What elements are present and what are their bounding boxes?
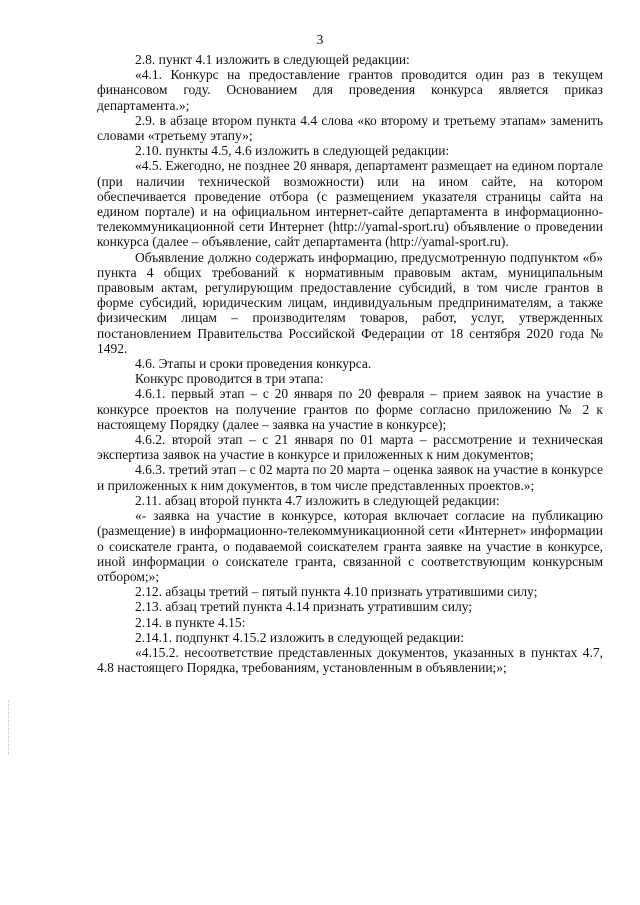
- paragraph: 4.6.3. третий этап – с 02 марта по 20 марта – оценка заявок на участие в конкурсе и приложенных к ним документов, в том числе представленных проектов.»;: [97, 462, 603, 493]
- paragraph: «4.5. Ежегодно, не позднее 20 января, департамент размещает на едином портале (при наличии технической возможности) или на ином сайте, на котором обеспечивается проведение отбора (с размещением указателя страницы сайта на едином портале) и на официальном интернет-сайте департамента в информационно-телекоммуникационной сети Интернет (http://yamal-sport.ru) объявление о проведении конкурса (далее – объявление, сайт департамента (http://yamal-sport.ru).: [97, 158, 603, 250]
- paragraph: 2.11. абзац второй пункта 4.7 изложить в следующей редакции:: [135, 492, 500, 508]
- scan-edge-mark: [8, 700, 10, 755]
- paragraph: «4.1. Конкурс на предоставление грантов проводится один раз в текущем финансовом году. Основанием для проведения конкурса является приказ департамента.»;: [97, 67, 603, 113]
- page-number: 3: [316, 32, 324, 47]
- paragraph: «4.15.2. несоответствие представленных документов, указанных в пунктах 4.7, 4.8 настоящего Порядка, требованиям, установленным в объявлении;»;: [97, 644, 603, 676]
- paragraph: 4.6.2. второй этап – с 21 января по 01 марта – рассмотрение и техническая экспертиза заявок на участие в конкурсе и приложенных к ним документов;: [97, 432, 603, 463]
- paragraph: 2.10. пункты 4.5, 4.6 изложить в следующей редакции:: [135, 143, 450, 159]
- paragraph: 2.14. в пункте 4.15:: [135, 614, 246, 630]
- paragraph: «- заявка на участие в конкурсе, которая включает согласие на публикацию (размещение) в информационно-телекоммуникационной сети «Интернет» информации о соискателе гранта, о подаваемой соискателем гранта заявке на участие в конкурсе, иной информации о соискателе гранта, связанной с соответствующим конкурсным отбором;»;: [97, 508, 603, 584]
- paragraph: 2.14.1. подпункт 4.15.2 изложить в следующей редакции:: [135, 629, 465, 645]
- paragraph: 4.6.1. первый этап – с 20 января по 20 февраля – прием заявок на участие в конкурсе проектов на получение грантов по форме согласно приложению № 2 к настоящему Порядку (далее – заявка на участие в конкурсе);: [97, 386, 603, 432]
- paragraph: 2.8. пункт 4.1 изложить в следующей редакции:: [135, 52, 410, 67]
- paragraph: Объявление должно содержать информацию, предусмотренную подпунктом «б» пункта 4 общих требований к нормативным правовым актам, муниципальным правовым актам, регулирующим предоставление субсидий, в том числе грантов в форме субсидий, юридическим лицам, индивидуальным предпринимателям, а также физическим лицам – производителям товаров, работ, услуг, утвержденных постановлением Правительства Российской Федерации от 18 сентября 2020 года № 1492.: [97, 249, 603, 356]
- paragraph: 2.13. абзац третий пункта 4.14 признать утратившим силу;: [135, 599, 473, 615]
- document-body: [97, 52, 603, 675]
- paragraph: 2.9. в абзаце втором пункта 4.4 слова «ко второму и третьему этапам» заменить словами «третьему этапу»;: [97, 112, 603, 144]
- paragraph: 4.6. Этапы и сроки проведения конкурса.: [135, 356, 372, 372]
- paragraph: Конкурс проводится в три этапа:: [135, 371, 324, 387]
- paragraph: 2.12. абзацы третий – пятый пункта 4.10 признать утратившими силу;: [135, 584, 538, 600]
